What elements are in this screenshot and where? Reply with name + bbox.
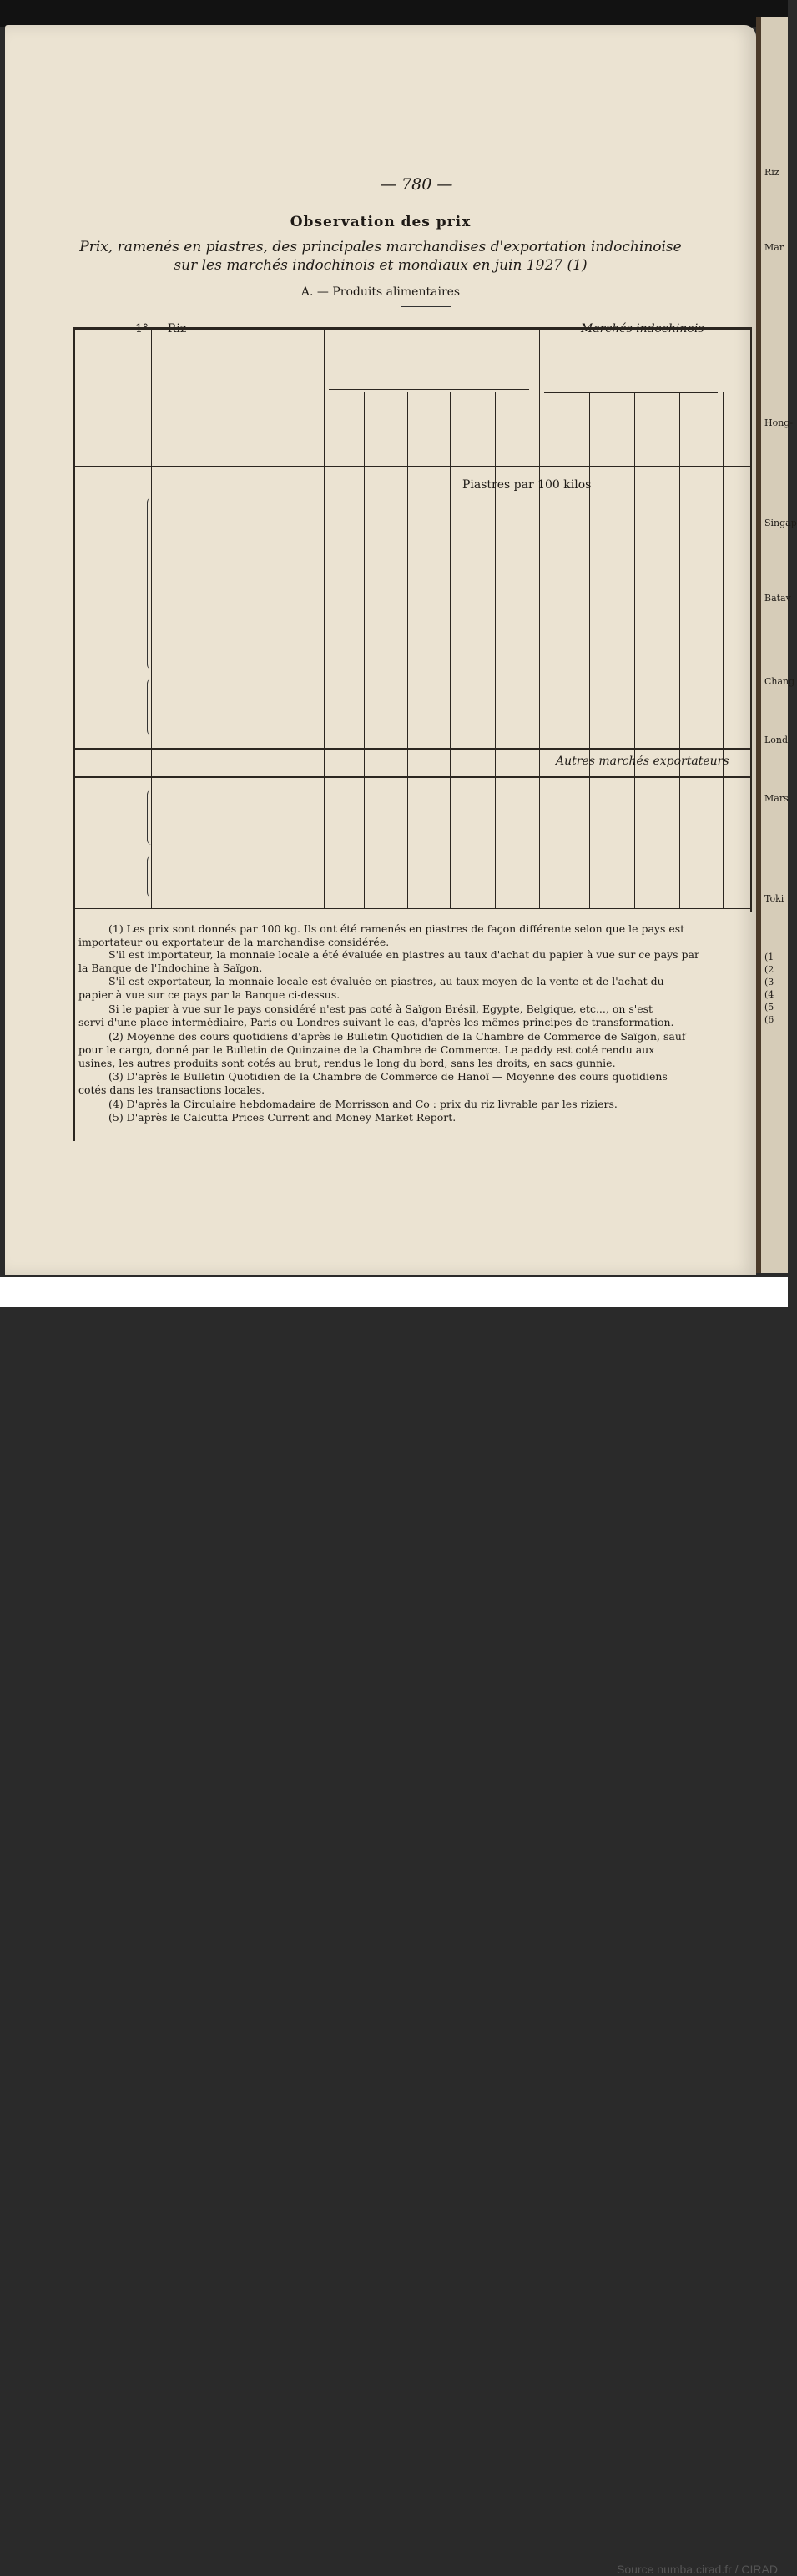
footnote-line: usines, les autres produits sont cotés au brut, rendus le long du bord, sans les droits, en sacs gunnie. <box>78 1057 616 1069</box>
column-rule-10 <box>679 392 680 908</box>
market-brace-3 <box>147 856 152 897</box>
column-rule-2 <box>324 327 325 908</box>
column-rule-7 <box>539 327 540 908</box>
page-number: — 780 — <box>381 175 453 194</box>
next-page-fragment: Riz <box>764 167 779 178</box>
next-page-fragment: (5 <box>764 1002 774 1013</box>
footnote-line: cotés dans les transactions locales. <box>78 1083 265 1096</box>
footnote-line: (5) D'après le Calcutta Prices Current and Money Market Report. <box>108 1111 457 1124</box>
next-page-edge <box>756 17 797 1273</box>
table-rule-2 <box>73 748 750 750</box>
next-page-fragment: (6 <box>764 1014 774 1025</box>
dark-background-top <box>0 0 788 27</box>
next-page-fragment: (4 <box>764 989 774 1000</box>
page-binding-edge <box>756 17 761 1273</box>
next-page-fragment: Mar <box>764 242 784 253</box>
table-right-border <box>750 327 752 912</box>
footnote-line: (2) Moyenne des cours quotidiens d'après le Bulletin Quotidien de la Chambre de Commerce de Saïgon, sauf <box>108 1030 686 1043</box>
footnote-line: (1) Les prix sont donnés par 100 kg. Ils ont été ramenés en piastres de façon différente selon que le pays est <box>108 922 685 935</box>
column-rule-11 <box>723 392 724 908</box>
next-page-fragment: Lond <box>764 735 789 745</box>
table-rule-4 <box>73 908 750 909</box>
next-page-fragment: Hong- <box>764 417 794 428</box>
column-rule-5 <box>450 392 451 908</box>
footnote-line: importateur ou exportateur de la marchandise considérée. <box>78 936 390 948</box>
market-brace-1 <box>147 679 152 735</box>
footnote-line: pour le cargo, donné par le Bulletin de Quinzaine de la Chambre de Commerce. Le paddy est coté rendu aux <box>78 1043 655 1056</box>
footnote-line: (4) D'après la Circulaire hebdomadaire de Morrisson and Co : prix du riz livrable par les riziers. <box>108 1098 618 1110</box>
next-page-fragment: Batav <box>764 593 791 604</box>
column-rule-8 <box>589 392 590 908</box>
section-rule <box>401 306 451 307</box>
table-rule-0 <box>73 327 750 330</box>
market-brace-0 <box>147 498 152 669</box>
footnote-line: S'il est importateur, la monnaie locale a été évaluée en piastres au taux d'achat du papier à vue sur ce pays par <box>108 948 699 961</box>
next-page-fragment: Toki <box>764 893 784 904</box>
footnote-line: S'il est exportateur, la monnaie locale est évaluée en piastres, au taux moyen de la vente et de l'achat du <box>108 975 664 987</box>
footnote-line: (3) D'après le Bulletin Quotidien de la Chambre de Commerce de Hanoï — Moyenne des cours quotidiens <box>108 1070 668 1083</box>
footnote-line: la Banque de l'Indochine à Saïgon. <box>78 962 263 974</box>
mai-subrule <box>329 389 529 390</box>
page-title: Observation des prix <box>290 214 472 230</box>
column-rule-9 <box>634 392 635 908</box>
market-brace-2 <box>147 790 152 845</box>
footnote-line: servi d'une place intermédiaire, Paris ou Londres suivant le cas, d'après les mêmes principes de transformation. <box>78 1016 674 1028</box>
table-left-border <box>73 327 75 1141</box>
table-rule-3 <box>73 776 750 778</box>
other-markets-label: Autres marchés exportateurs <box>556 755 729 768</box>
column-rule-4 <box>407 392 408 908</box>
book-page <box>5 25 756 1275</box>
source-credit: Source numba.cirad.fr / CIRAD <box>617 2563 778 2576</box>
column-rule-6 <box>495 392 496 908</box>
next-page-fragment: Chang <box>764 676 795 687</box>
table-rule-1 <box>73 466 750 467</box>
next-page-fragment: (2 <box>764 964 774 975</box>
footer-bar <box>0 1277 788 2576</box>
footnote-line: papier à vue sur ce pays par la Banque ci-dessus. <box>78 988 340 1001</box>
footnote-line: Si le papier à vue sur le pays considéré n'est pas coté à Saïgon Brésil, Egypte, Belgique, etc..., on s'est <box>108 1003 653 1015</box>
next-page-fragment: (3 <box>764 977 774 987</box>
next-page-fragment: (1 <box>764 952 774 962</box>
section-heading: A. — Produits alimentaires <box>300 285 461 299</box>
column-rule-3 <box>364 392 365 908</box>
unit-label: Piastres par 100 kilos <box>462 478 592 492</box>
next-page-fragment: Singap <box>764 518 797 528</box>
subtitle-line-2: sur les marchés indochinois et mondiaux en juin 1927 (1) <box>174 257 588 274</box>
subtitle-line-1: Prix, ramenés en piastres, des principales marchandises d'exportation indochinoise <box>79 239 682 255</box>
juin-subrule <box>544 392 718 393</box>
next-page-fragment: Mars <box>764 793 789 804</box>
